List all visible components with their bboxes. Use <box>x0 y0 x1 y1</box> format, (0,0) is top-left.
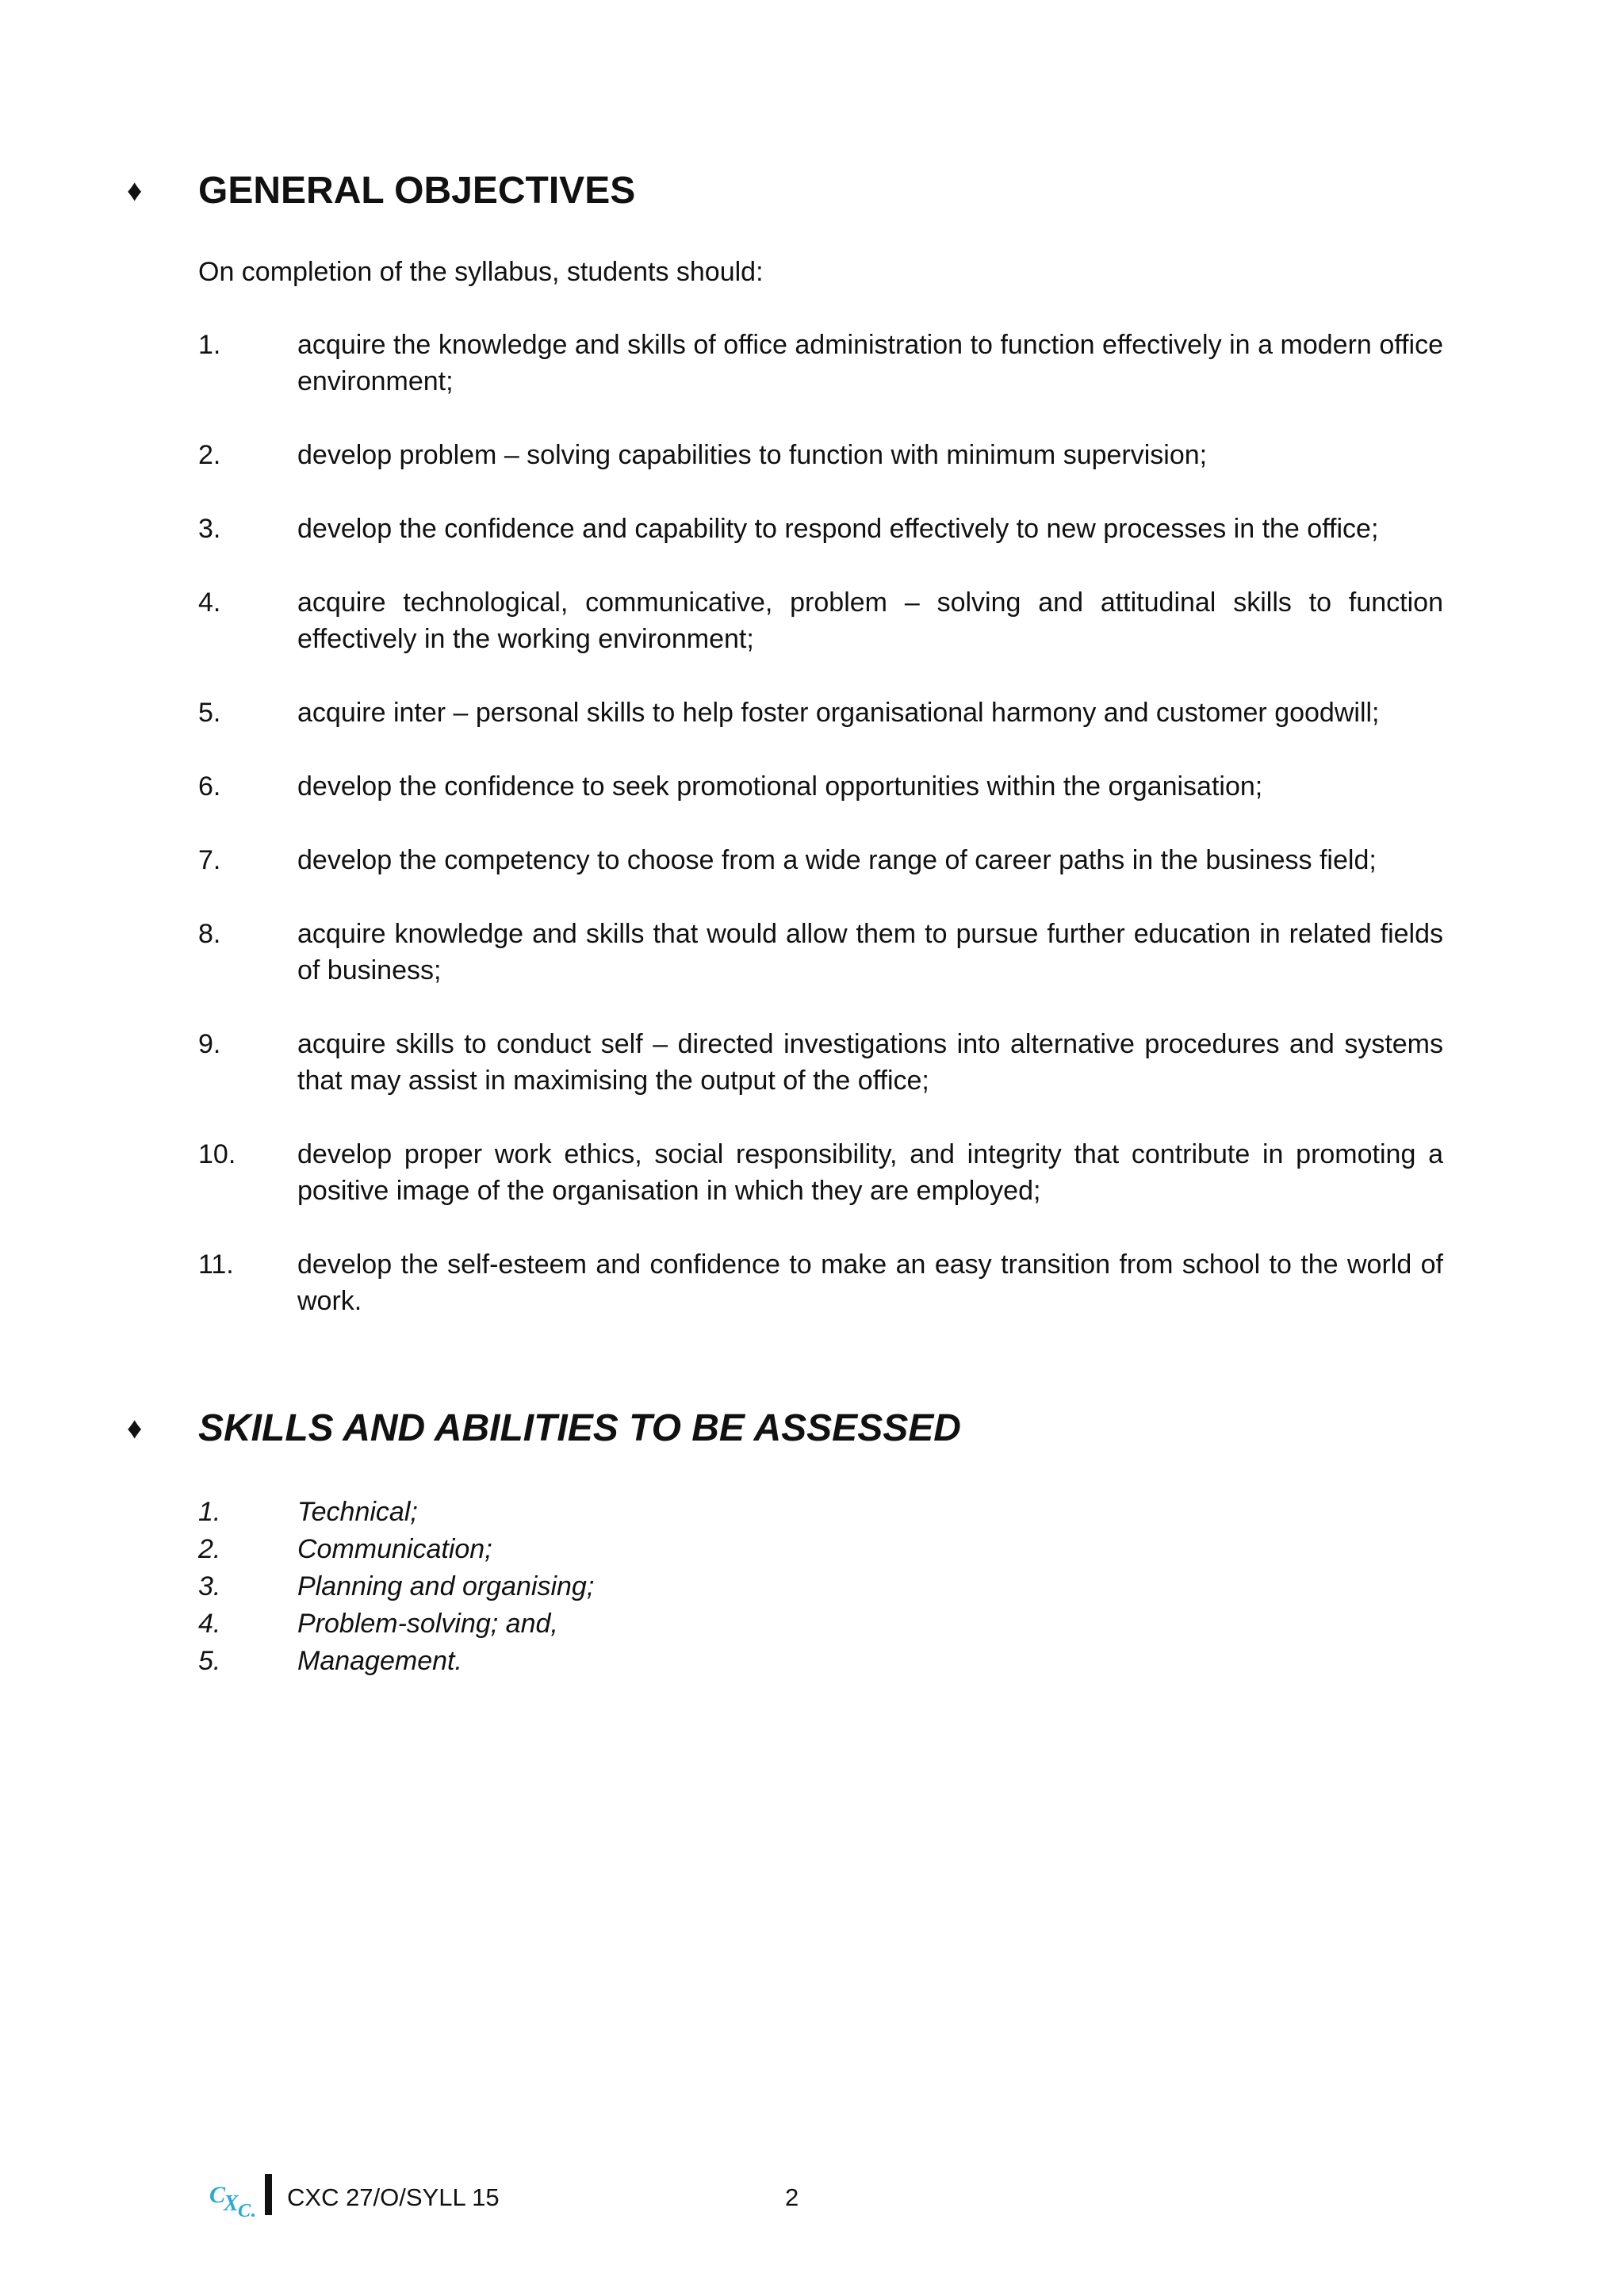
objective-item <box>198 916 1443 989</box>
skill-text: Management. <box>297 1646 462 1676</box>
skill-text: Problem-solving; and, <box>297 1609 558 1639</box>
objective-number: 8. <box>198 919 221 949</box>
objective-text: develop the confidence to seek promotional opportunities within the organisation; <box>297 771 1263 802</box>
skill-number: 5. <box>198 1646 221 1676</box>
skill-item <box>198 1494 1150 1531</box>
objective-item <box>198 842 1443 878</box>
objective-text: develop the confidence and capability to respond effectively to new processes in the office; <box>297 514 1379 544</box>
general-objectives-title: GENERAL OBJECTIVES <box>198 170 636 212</box>
objective-text: acquire technological, communicative, problem – solving and attitudinal skills to function effectively in the working environment; <box>297 587 1443 654</box>
skill-text: Technical; <box>297 1497 418 1527</box>
objective-number: 6. <box>198 771 221 802</box>
objective-text: develop proper work ethics, social responsibility, and integrity that contribute in promoting a positive image of the organisation in which they are employed; <box>297 1139 1443 1206</box>
skills-list <box>198 1494 1150 1680</box>
skill-item <box>198 1605 1150 1643</box>
cxc-logo-icon <box>208 2175 257 2220</box>
objective-item <box>198 437 1443 473</box>
skill-text: Communication; <box>297 1534 492 1564</box>
objectives-list <box>198 327 1443 1357</box>
skills-heading <box>127 1401 1475 1456</box>
diamond-bullet-icon: ♦ <box>127 174 143 208</box>
skill-number: 2. <box>198 1534 221 1564</box>
objective-item <box>198 511 1443 547</box>
objective-number: 11. <box>198 1249 234 1280</box>
objective-text: acquire inter – personal skills to help foster organisational harmony and customer goodwill; <box>297 698 1380 728</box>
objective-item <box>198 327 1443 400</box>
objective-text: acquire skills to conduct self – directed investigations into alternative procedures and systems that may assist in maximising the output of the office; <box>297 1029 1443 1096</box>
svg-text:C: C <box>238 2201 251 2220</box>
footer-divider <box>265 2174 272 2215</box>
objective-text: develop problem – solving capabilities to function with minimum supervision; <box>297 440 1208 470</box>
diamond-bullet-icon: ♦ <box>127 1412 143 1445</box>
page-footer <box>208 2171 921 2226</box>
objective-number: 9. <box>198 1029 221 1059</box>
objective-text: acquire knowledge and skills that would allow them to pursue further education in related fields of business; <box>297 919 1443 985</box>
skill-item <box>198 1531 1150 1568</box>
objective-item <box>198 1246 1443 1319</box>
svg-text:X: X <box>224 2191 239 2216</box>
syllabus-code: CXC 27/O/SYLL 15 <box>287 2183 500 2211</box>
page-number: 2 <box>785 2183 799 2211</box>
objective-number: 2. <box>198 440 221 470</box>
objective-item <box>198 584 1443 657</box>
skill-number: 3. <box>198 1571 221 1601</box>
objective-text: acquire the knowledge and skills of office administration to function effectively in a modern office environment; <box>297 330 1443 396</box>
objective-number: 3. <box>198 514 221 544</box>
objective-number: 4. <box>198 587 221 618</box>
objective-number: 5. <box>198 698 221 728</box>
objective-number: 10. <box>198 1139 236 1169</box>
objective-text: develop the competency to choose from a wide range of career paths in the business field; <box>297 845 1377 875</box>
objective-number: 7. <box>198 845 221 875</box>
objective-item <box>198 1136 1443 1209</box>
skills-title: SKILLS AND ABILITIES TO BE ASSESSED <box>198 1407 961 1449</box>
general-objectives-heading <box>127 163 1475 219</box>
objective-item <box>198 695 1443 731</box>
objective-item <box>198 768 1443 805</box>
skill-number: 1. <box>198 1497 221 1527</box>
svg-text:C: C <box>209 2182 226 2208</box>
skill-text: Planning and organising; <box>297 1571 595 1601</box>
skill-item <box>198 1568 1150 1605</box>
skill-number: 4. <box>198 1609 221 1639</box>
objective-number: 1. <box>198 330 221 360</box>
objective-text: develop the self-esteem and confidence to make an easy transition from school to the world of work. <box>297 1249 1443 1316</box>
objective-item <box>198 1026 1443 1099</box>
skill-item <box>198 1643 1150 1680</box>
objectives-intro: On completion of the syllabus, students should: <box>198 257 764 287</box>
